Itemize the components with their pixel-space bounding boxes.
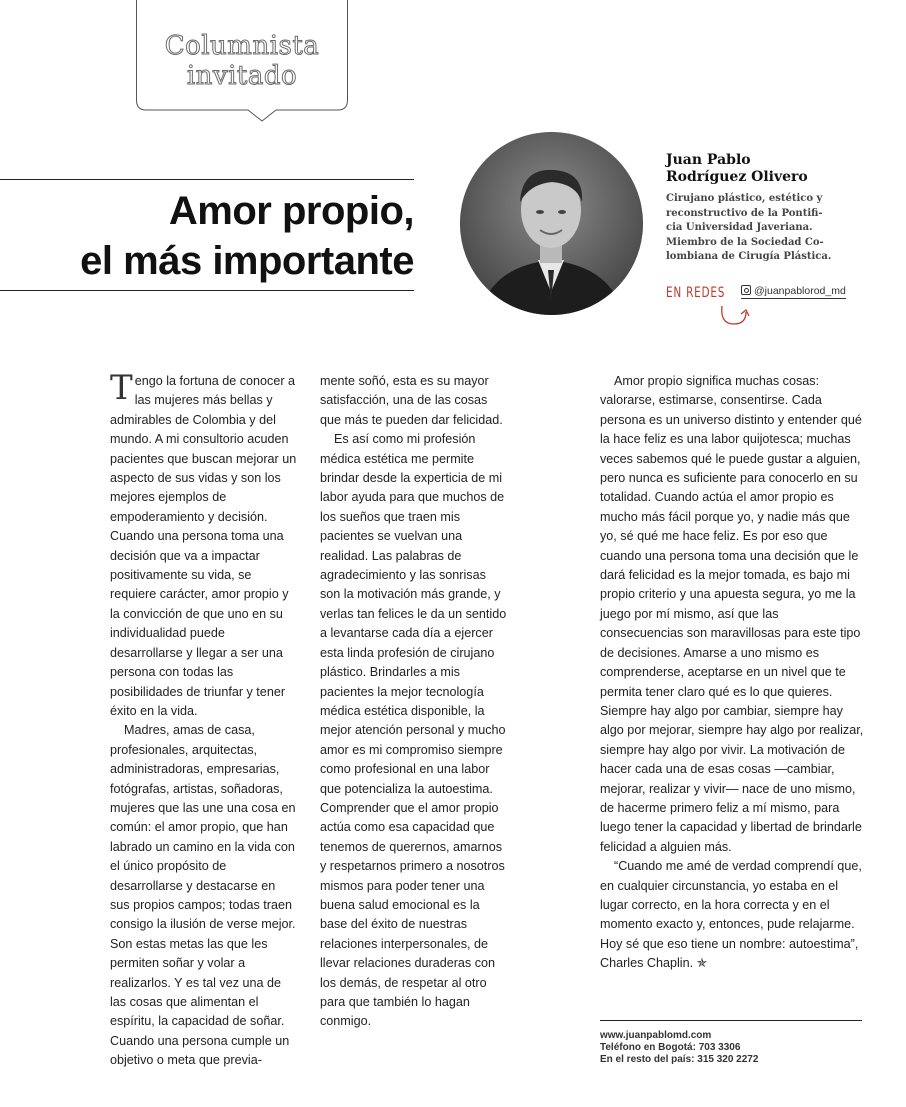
phone-bogota: Teléfono en Bogotá: 703 3306 [600, 1042, 741, 1053]
bio-line: Cirujano plástico, estético y [666, 193, 823, 204]
author-bio [666, 192, 866, 265]
article-title [80, 186, 414, 286]
title-line1: Amor propio, [168, 189, 414, 233]
title-line2: el más importante [80, 239, 414, 283]
website-link[interactable]: www.juanpablomd.com [600, 1030, 712, 1041]
paragraph: Madres, amas de casa, profesionales, arquitectas, administradoras, empresarias, fotógrafas, artistas, soñadoras, mujeres que las une una cosa en común: el amor propio, que han labrado un camino en la vida con el único propósito de desarrollarse y destacarse en sus propios campos; todas traen consigo la ilusión de verse mejor. Son estas metas las que les permiten soñar y volar a realizarlos. Y es tal vez una de las cosas que alimentan el espíritu, la capacidad de soñar. Cuando una persona cumple un objetivo o meta que previa- [110, 723, 296, 1068]
paragraph: Amor propio significa muchas cosas: valorarse, estimarse, consentirse. Cada persona es un universo distinto y entender qué la hace feliz es una labor quijotesca; muchas veces sabemos qué le puede gustar a alguien, pero nunca es suficiente para conocerlo en su totalidad. Cuando actúa el amor propio es mucho más fácil porque yo, y nadie más que yo, sé qué me hace feliz. Es por eso que cuando una persona toma una decisión que le dará felicidad es la mejor tomada, es bajo mi propio criterio y una apuesta segura, yo me la juego por mí mismo, así que las consecuencias son maravillosas para este tipo de decisiones. Amarse a uno mismo es comprenderse, aceptarse en un nivel que te permita tener claro qué es lo que quieres. Siempre hay algo por cambiar, siempre hay algo por mejorar, siempre hay algo por realizar, siempre hay algo por vivir. La motivación de hacer cada una de esas cosas —cambiar, mejorar, realizar y vivir— nace de uno mismo, de hacerme primero feliz a mí mismo, para luego tener la capacidad y libertad de brindarle felicidad a alguien más. [600, 374, 864, 854]
bio-line: lombiana de Cirugía Plástica. [666, 251, 832, 262]
end-star-icon: ✯ [696, 956, 708, 971]
paragraph: Es así como mi profesión médica estética me permite brindar desde la experticia de mi labor ayuda para que muchos de los sueños que traen mis pacientes se vuelvan una realidad. Las palabras de agradecimiento y las sonrisas son la motivación más grande, y verlas tan felices le da un sentido a levantarse cada día a ejercer esta linda profesión de cirujano plástico. Brindarles a mis pacientes la mejor tecnología médica estética disponible, la mejor atención personal y mucho amor es mi compromiso siempre como profesional en una labor que potencializa la autoestima. Comprender que el amor propio actúa como esa capacidad que tenemos de querernos, amarnos y respetarnos primero a nosotros mismos para poder tener una buena salud emocional es la base del éxito de nuestras relaciones interpersonales, de llevar relaciones duraderas con los demás, de respetar al otro para que también lo hagan conmigo. [320, 432, 507, 1029]
dropcap: T [110, 368, 133, 408]
instagram-handle[interactable] [741, 285, 846, 299]
instagram-icon [741, 285, 751, 295]
tab-label-line2: invitado [186, 61, 298, 91]
contact-footer [600, 1030, 758, 1066]
author-info [666, 152, 866, 265]
paragraph: mente soñó, esta es su mayor satisfacción, una de las cosas que más te pueden dar felicidad. [320, 374, 503, 427]
author-name-line2: Rodríguez Olivero [666, 169, 808, 185]
author-photo [460, 132, 643, 315]
bio-line: reconstructivo de la Pontifi- [666, 207, 823, 219]
title-rule-bottom [0, 290, 414, 291]
bio-line: cia Universidad Javeriana. [666, 222, 813, 233]
footer-rule [600, 1020, 862, 1021]
paragraph [110, 368, 298, 721]
paragraph-text: engo la fortuna de conocer a las mujeres más bellas y admirables de Colombia y del mundo. A mi consultorio acuden pacientes que buscan mejorar un aspecto de sus vidas y son los mejores ejemplos de empoderamiento y decisión. Cuando una persona toma una decisión que va a impactar positivamente su vida, se requiere carácter, amor propio y la convicción de que uno en su individualidad puede desarrollarse y llegar a ser una persona con todas las posibilidades de triunfar y tener éxito en la vida. [110, 374, 297, 718]
social-label: EN REDES [666, 285, 726, 301]
bio-line: Miembro de la Sociedad Co- [666, 236, 824, 248]
author-portrait-icon [460, 132, 643, 315]
paragraph [600, 857, 864, 973]
phone-country: En el resto del país: 315 320 2272 [600, 1054, 759, 1065]
paragraph-text: “Cuando me amé de verdad comprendí que, en cualquier circunstancia, yo estaba en el lugar correcto, en la hora correcta y en el momento exacto y, entonces, pude relajarme. Hoy sé que eso tiene un nombre: autoestima”, Charles Chaplin. [600, 859, 862, 971]
tab-label-line1: Columnista [164, 31, 320, 61]
curved-arrow-icon [718, 302, 750, 328]
author-name-line1: Juan Pablo [666, 152, 751, 168]
body-column-1 [110, 368, 298, 1071]
instagram-handle-text: @juanpablorod_md [754, 285, 846, 297]
title-rule-top [0, 179, 414, 180]
body-column-2 [320, 372, 508, 1032]
section-tab [136, 0, 348, 124]
body-column-3 [600, 372, 864, 974]
